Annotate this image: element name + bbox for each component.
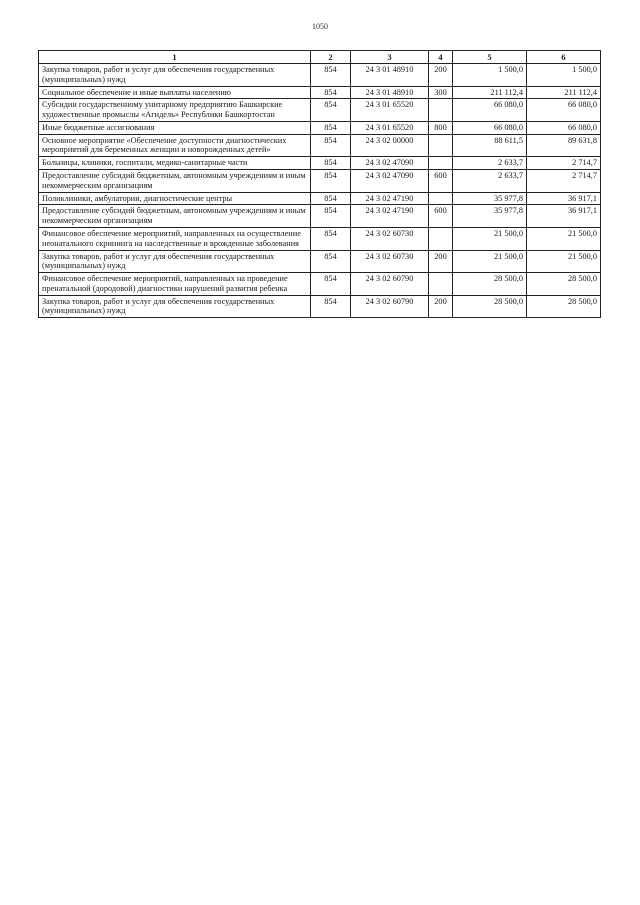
item-name-cell: Предоставление субсидий бюджетным, автономным учреждениям и иным некоммерческим организациям bbox=[39, 205, 311, 228]
target-article-cell: 24 3 02 00000 bbox=[351, 134, 429, 157]
header-row bbox=[39, 51, 601, 64]
table-row bbox=[39, 205, 601, 228]
amount-col-6-cell: 21 500,0 bbox=[527, 227, 601, 250]
ministry-code-cell: 854 bbox=[311, 192, 351, 205]
amount-col-5-cell: 21 500,0 bbox=[453, 227, 527, 250]
item-name-cell: Закупка товаров, работ и услуг для обеспечения государственных (муниципальных) нужд bbox=[39, 250, 311, 273]
table-row bbox=[39, 121, 601, 134]
amount-col-5-cell: 211 112,4 bbox=[453, 86, 527, 99]
ministry-code-cell: 854 bbox=[311, 86, 351, 99]
expense-type-cell: 200 bbox=[429, 64, 453, 87]
amount-col-6-cell: 21 500,0 bbox=[527, 250, 601, 273]
amount-col-6-cell: 66 080,0 bbox=[527, 121, 601, 134]
table-row bbox=[39, 170, 601, 193]
amount-col-6-cell: 36 917,1 bbox=[527, 192, 601, 205]
table-row bbox=[39, 250, 601, 273]
table-row bbox=[39, 273, 601, 296]
ministry-code-cell: 854 bbox=[311, 134, 351, 157]
expense-type-cell: 300 bbox=[429, 86, 453, 99]
amount-col-5-cell: 35 977,8 bbox=[453, 205, 527, 228]
target-article-cell: 24 3 02 60790 bbox=[351, 273, 429, 296]
table-body bbox=[39, 64, 601, 318]
item-name-cell: Поликлиники, амбулатории, диагностические центры bbox=[39, 192, 311, 205]
target-article-cell: 24 3 02 60790 bbox=[351, 295, 429, 318]
amount-col-6-cell: 2 714,7 bbox=[527, 157, 601, 170]
target-article-cell: 24 3 01 65520 bbox=[351, 121, 429, 134]
expense-type-cell bbox=[429, 273, 453, 296]
target-article-cell: 24 3 01 48910 bbox=[351, 64, 429, 87]
item-name-cell: Закупка товаров, работ и услуг для обеспечения государственных (муниципальных) нужд bbox=[39, 64, 311, 87]
amount-col-5-cell: 28 500,0 bbox=[453, 295, 527, 318]
target-article-cell: 24 3 02 47090 bbox=[351, 157, 429, 170]
item-name-cell: Финансовое обеспечение мероприятий, направленных на проведение пренатальной (дородовой) диагностики нарушений развития ребенка bbox=[39, 273, 311, 296]
ministry-code-cell: 854 bbox=[311, 99, 351, 122]
amount-col-6-cell: 66 080,0 bbox=[527, 99, 601, 122]
ministry-code-cell: 854 bbox=[311, 250, 351, 273]
column-header-1: 1 bbox=[39, 51, 311, 64]
table-header bbox=[39, 51, 601, 64]
expense-type-cell: 800 bbox=[429, 121, 453, 134]
expense-type-cell: 600 bbox=[429, 205, 453, 228]
target-article-cell: 24 3 02 60730 bbox=[351, 250, 429, 273]
ministry-code-cell: 854 bbox=[311, 227, 351, 250]
table-row bbox=[39, 227, 601, 250]
amount-col-5-cell: 1 500,0 bbox=[453, 64, 527, 87]
expense-type-cell bbox=[429, 99, 453, 122]
amount-col-5-cell: 88 611,5 bbox=[453, 134, 527, 157]
amount-col-5-cell: 66 080,0 bbox=[453, 99, 527, 122]
table-row bbox=[39, 64, 601, 87]
page-number: 1050 bbox=[312, 22, 328, 31]
amount-col-6-cell: 28 500,0 bbox=[527, 295, 601, 318]
ministry-code-cell: 854 bbox=[311, 121, 351, 134]
target-article-cell: 24 3 02 47090 bbox=[351, 170, 429, 193]
expense-type-cell: 200 bbox=[429, 250, 453, 273]
amount-col-6-cell: 36 917,1 bbox=[527, 205, 601, 228]
amount-col-5-cell: 35 977,8 bbox=[453, 192, 527, 205]
amount-col-5-cell: 21 500,0 bbox=[453, 250, 527, 273]
table-row bbox=[39, 99, 601, 122]
ministry-code-cell: 854 bbox=[311, 64, 351, 87]
amount-col-6-cell: 28 500,0 bbox=[527, 273, 601, 296]
amount-col-6-cell: 2 714,7 bbox=[527, 170, 601, 193]
table-row bbox=[39, 295, 601, 318]
target-article-cell: 24 3 02 60730 bbox=[351, 227, 429, 250]
item-name-cell: Иные бюджетные ассигнования bbox=[39, 121, 311, 134]
target-article-cell: 24 3 02 47190 bbox=[351, 205, 429, 228]
amount-col-6-cell: 211 112,4 bbox=[527, 86, 601, 99]
column-header-6: 6 bbox=[527, 51, 601, 64]
column-header-2: 2 bbox=[311, 51, 351, 64]
ministry-code-cell: 854 bbox=[311, 295, 351, 318]
target-article-cell: 24 3 01 65520 bbox=[351, 99, 429, 122]
ministry-code-cell: 854 bbox=[311, 170, 351, 193]
amount-col-5-cell: 2 633,7 bbox=[453, 157, 527, 170]
expense-type-cell bbox=[429, 134, 453, 157]
expense-type-cell bbox=[429, 192, 453, 205]
ministry-code-cell: 854 bbox=[311, 157, 351, 170]
amount-col-5-cell: 2 633,7 bbox=[453, 170, 527, 193]
table-row bbox=[39, 192, 601, 205]
item-name-cell: Социальное обеспечение и иные выплаты населению bbox=[39, 86, 311, 99]
table-row bbox=[39, 157, 601, 170]
expense-type-cell bbox=[429, 157, 453, 170]
ministry-code-cell: 854 bbox=[311, 273, 351, 296]
expense-type-cell bbox=[429, 227, 453, 250]
amount-col-6-cell: 89 631,8 bbox=[527, 134, 601, 157]
item-name-cell: Предоставление субсидий бюджетным, автономным учреждениям и иным некоммерческим организациям bbox=[39, 170, 311, 193]
item-name-cell: Закупка товаров, работ и услуг для обеспечения государственных (муниципальных) нужд bbox=[39, 295, 311, 318]
item-name-cell: Финансовое обеспечение мероприятий, направленных на осуществление неонатального скрининга на наследственные и врожденные заболевания bbox=[39, 227, 311, 250]
ministry-code-cell: 854 bbox=[311, 205, 351, 228]
expense-type-cell: 200 bbox=[429, 295, 453, 318]
target-article-cell: 24 3 01 48910 bbox=[351, 86, 429, 99]
item-name-cell: Основное мероприятие «Обеспечение доступности диагностических мероприятий для беременных женщин и новорожденных детей» bbox=[39, 134, 311, 157]
column-header-5: 5 bbox=[453, 51, 527, 64]
item-name-cell: Субсидии государственному унитарному предприятию Башкирские художественные промыслы «Агидель» Республики Башкортостан bbox=[39, 99, 311, 122]
table-row bbox=[39, 86, 601, 99]
amount-col-5-cell: 28 500,0 bbox=[453, 273, 527, 296]
expense-type-cell: 600 bbox=[429, 170, 453, 193]
budget-table bbox=[38, 50, 601, 318]
table-row bbox=[39, 134, 601, 157]
amount-col-6-cell: 1 500,0 bbox=[527, 64, 601, 87]
column-header-3: 3 bbox=[351, 51, 429, 64]
target-article-cell: 24 3 02 47190 bbox=[351, 192, 429, 205]
item-name-cell: Больницы, клиники, госпитали, медико-санитарные части bbox=[39, 157, 311, 170]
column-header-4: 4 bbox=[429, 51, 453, 64]
amount-col-5-cell: 66 080,0 bbox=[453, 121, 527, 134]
